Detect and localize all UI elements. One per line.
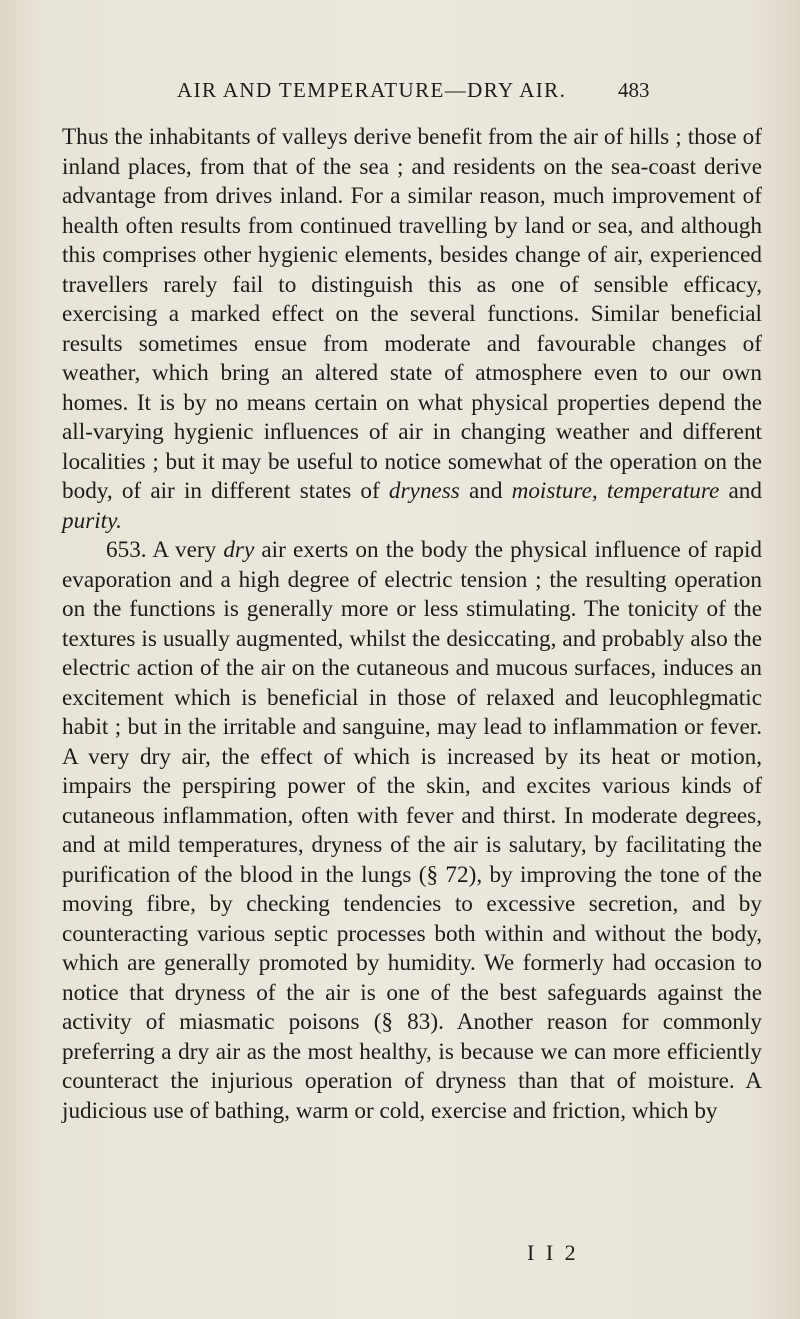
text-run: 653. A very (106, 537, 224, 563)
body-text (62, 123, 762, 1126)
text-run: air exerts on the body the physical influence of rapid evaporation and a high degree of electric tension ; the resulting operation on the functions is generally more or less stimulating. The tonicity of the textures is usually augmented, whilst the desiccating, and probably also the electric action of the air on the cutaneous and mucous surfaces, induces an excitement which is beneficial in those of relaxed and leucophlegmatic habit ; but in the irritable and sanguine, may lead to inflammation or fever. A very dry air, the effect of which is increased by its heat or motion, impairs the perspiring power of the skin, and excites various kinds of cutaneous inflammation, often with fever and thirst. In moderate degrees, and at mild temperatures, dryness of the air is salutary, by facilitating the purification of the blood in the lungs (§ 72), by improving the tone of the moving fibre, by checking tendencies to excessive secretion, and by counteracting various septic processes both within and without the body, which are generally promoted by humidity. We formerly had occasion to notice that dryness of the air is one of the best safeguards against the activity of miasmatic poisons (§ 83). Another reason for commonly preferring a dry air as the most healthy, is because we can more efficiently counteract the injurious operation of dryness than that of moisture. A judicious use of bathing, warm or cold, exercise and friction, which by (62, 537, 762, 1124)
paragraph-653 (62, 536, 762, 1126)
running-head (0, 78, 800, 108)
text-run: Thus the inhabitants of valleys derive benefit from the air of hills ; those of inland places, from that of the sea ; and residents on the sea-coast derive advantage from drives inland. For a similar reason, much improvement of health often results from continued travelling by land or sea, and although this comprises other hygienic elements, besides change of air, experienced travellers rarely fail to distinguish this as one of sensible efficacy, exercising a marked effect on the several functions. Similar beneficial results sometimes ensue from moderate and favourable changes of weather, which bring an altered state of atmosphere even to our own homes. It is by no means certain on what physical properties depend the all-varying hygienic influences of air in changing weather and different localities ; but it may be useful to notice somewhat of the operation on the body, of air in different states of (62, 124, 762, 504)
paragraph-1 (62, 123, 762, 536)
page-number: 483 (618, 78, 650, 102)
italic-run: dry (223, 537, 255, 563)
italic-run: dryness (388, 478, 460, 504)
italic-run: moisture, temperature (511, 478, 720, 504)
signature-mark: I I 2 (527, 1240, 579, 1265)
italic-run: purity. (62, 507, 122, 534)
text-run: and (459, 478, 512, 504)
running-title: AIR AND TEMPERATURE—DRY AIR. (177, 78, 567, 102)
text-run: and (719, 478, 762, 504)
